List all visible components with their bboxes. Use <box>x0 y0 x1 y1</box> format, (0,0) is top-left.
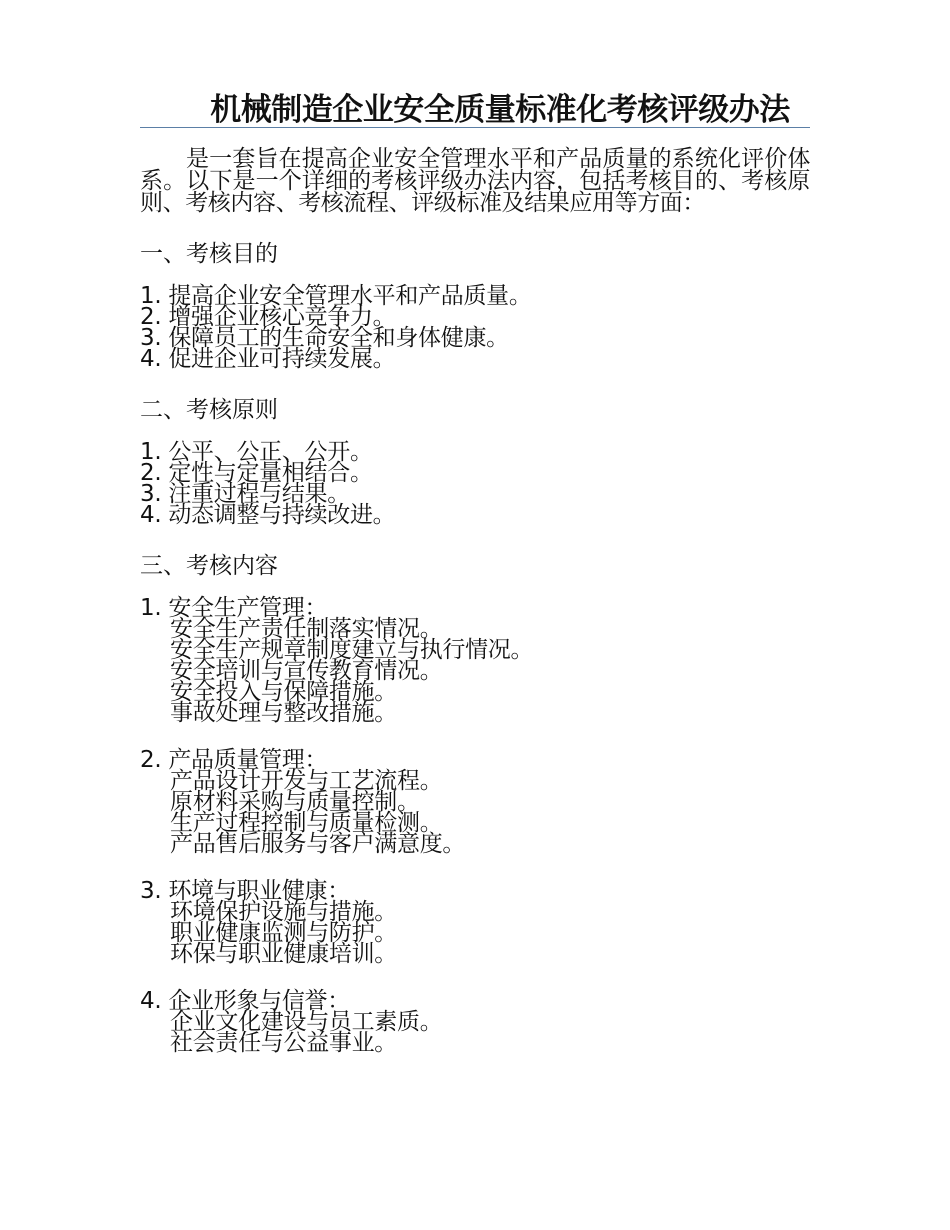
list-item: 安全培训与宣传教育情况。 <box>170 658 443 684</box>
list-item: 产品设计开发与工艺流程。 <box>170 768 443 794</box>
principles-list <box>140 439 810 528</box>
list-item: 产品售后服务与客户满意度。 <box>170 831 466 857</box>
list-item: 社会责任与公益事业。 <box>170 1030 398 1056</box>
section-heading-purpose: 一、考核目的 <box>140 241 278 267</box>
list-item: 安全生产规章制度建立与执行情况。 <box>170 637 534 663</box>
content-group-environment <box>140 878 810 967</box>
group-label: 2. 产品质量管理： <box>140 747 328 773</box>
list-item: 2. 定性与定量相结合。 <box>140 460 373 486</box>
content-group-quality <box>140 747 810 857</box>
group-label: 3. 环境与职业健康： <box>140 878 350 904</box>
list-item: 生产过程控制与质量检测。 <box>170 810 443 836</box>
list-item: 安全投入与保障措施。 <box>170 679 398 705</box>
list-item: 环保与职业健康培训。 <box>170 941 398 967</box>
list-item: 环境保护设施与措施。 <box>170 899 398 925</box>
list-item: 1. 提高企业安全管理水平和产品质量。 <box>140 283 532 309</box>
section-heading-principles: 二、考核原则 <box>140 397 278 423</box>
purpose-list <box>140 283 810 372</box>
list-item: 3. 注重过程与结果。 <box>140 481 350 507</box>
list-item: 事故处理与整改措施。 <box>170 700 398 726</box>
content-group-image <box>140 988 810 1056</box>
group-label: 1. 安全生产管理： <box>140 595 328 621</box>
list-item: 企业文化建设与员工素质。 <box>170 1009 443 1035</box>
list-item: 职业健康监测与防护。 <box>170 920 398 946</box>
list-item: 4. 促进企业可持续发展。 <box>140 346 396 372</box>
intro-paragraph: 是一套旨在提高企业安全管理水平和产品质量的系统化评价体系。以下是一个详细的考核评级办法内容，包括考核目的、考核原则、考核内容、考核流程、评级标准及结果应用等方面： <box>140 146 810 216</box>
group-label: 4. 企业形象与信誉： <box>140 988 350 1014</box>
list-item: 原材料采购与质量控制。 <box>170 789 420 815</box>
list-item: 3. 保障员工的生命安全和身体健康。 <box>140 325 509 351</box>
list-item: 1. 公平、公正、公开。 <box>140 439 373 465</box>
list-item: 4. 动态调整与持续改进。 <box>140 502 396 528</box>
list-item: 2. 增强企业核心竞争力。 <box>140 304 396 330</box>
document-page <box>140 92 810 1056</box>
document-title: 机械制造企业安全质量标准化考核评级办法 <box>210 92 790 128</box>
content-group-safety <box>140 595 810 726</box>
list-item: 安全生产责任制落实情况。 <box>170 616 443 642</box>
section-heading-content: 三、考核内容 <box>140 553 278 579</box>
